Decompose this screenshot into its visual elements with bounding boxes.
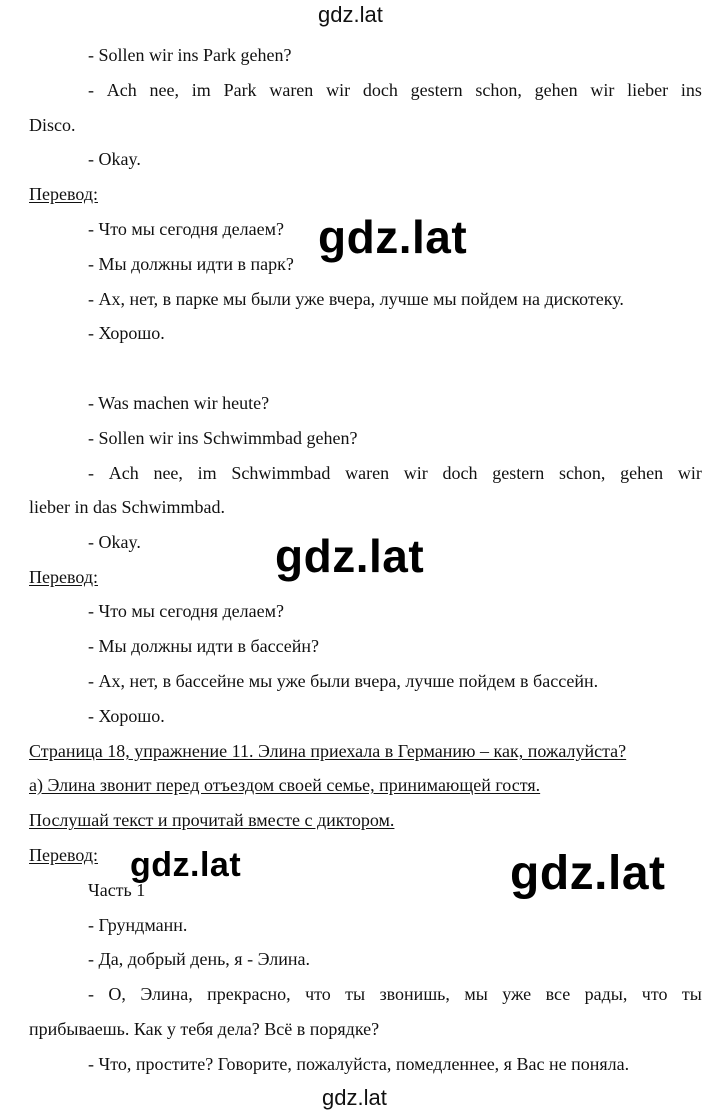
text-line: - Ах, нет, в бассейне мы уже были вчера, лучше пойдем в бассейн. bbox=[88, 671, 599, 691]
word: ins bbox=[680, 80, 702, 100]
text-line-justified bbox=[88, 462, 702, 484]
word: gestern bbox=[492, 463, 545, 483]
text-line: - Sollen wir ins Park gehen? bbox=[88, 45, 292, 65]
word: waren bbox=[345, 463, 390, 483]
watermark-top: gdz.lat bbox=[318, 2, 383, 27]
watermark-large: gdz.lat bbox=[510, 847, 666, 900]
word: gehen bbox=[534, 80, 578, 100]
word: прекрасно, bbox=[207, 984, 291, 1004]
text-line: - Грундманн. bbox=[88, 915, 188, 935]
text-line: - Okay. bbox=[88, 149, 141, 169]
text-line: - Что мы сегодня делаем? bbox=[88, 219, 284, 239]
word: wir bbox=[326, 80, 351, 100]
translation-heading: Перевод: bbox=[29, 567, 98, 587]
word: ты bbox=[345, 984, 366, 1004]
word: doch bbox=[362, 80, 398, 100]
text-line: - Да, добрый день, я - Элина. bbox=[88, 949, 310, 969]
translation-heading: Перевод: bbox=[29, 184, 98, 204]
text-line: - Хорошо. bbox=[88, 323, 165, 343]
word: - bbox=[88, 80, 94, 100]
word: все bbox=[545, 984, 571, 1004]
text-line: - Мы должны идти в парк? bbox=[88, 254, 294, 274]
text-line: Disco. bbox=[29, 115, 76, 135]
word: ты bbox=[681, 984, 702, 1004]
word: gehen bbox=[620, 463, 664, 483]
text-line: - Что мы сегодня делаем? bbox=[88, 601, 284, 621]
word: Ach bbox=[106, 80, 137, 100]
section-heading: а) Элина звонит перед отъездом своей семье, принимающей гостя. bbox=[29, 775, 541, 795]
word: schon, bbox=[558, 463, 606, 483]
text-line: - Мы должны идти в бассейн? bbox=[88, 636, 320, 656]
word: waren bbox=[269, 80, 314, 100]
word: рады, bbox=[584, 984, 628, 1004]
word: что bbox=[305, 984, 331, 1004]
watermark-medium: gdz.lat bbox=[130, 846, 242, 884]
word: lieber bbox=[627, 80, 669, 100]
part-label: Часть 1 bbox=[88, 880, 146, 900]
text-line: - Хорошо. bbox=[88, 706, 165, 726]
word: - bbox=[88, 984, 94, 1004]
word: im bbox=[191, 80, 211, 100]
text-line: - Ах, нет, в парке мы были уже вчера, лучше мы пойдем на дискотеку. bbox=[88, 289, 624, 309]
text-line: прибываешь. Как у тебя дела? Всё в порядке? bbox=[29, 1019, 380, 1039]
word: im bbox=[197, 463, 217, 483]
word: wir bbox=[677, 463, 702, 483]
text-line: - Was machen wir heute? bbox=[88, 393, 270, 413]
word: что bbox=[641, 984, 668, 1004]
word: О, bbox=[108, 984, 126, 1004]
word: звонишь, bbox=[379, 984, 450, 1004]
text-line: - Что, простите? Говорите, пожалуйста, помедленнее, я Вас не поняла. bbox=[88, 1054, 630, 1074]
section-heading: Послушай текст и прочитай вместе с диктором. bbox=[29, 810, 395, 830]
word: schon, bbox=[475, 80, 522, 100]
word: уже bbox=[502, 984, 532, 1004]
text-line: - Sollen wir ins Schwimmbad gehen? bbox=[88, 428, 358, 448]
translation-heading: Перевод: bbox=[29, 845, 98, 865]
watermark-bottom: gdz.lat bbox=[322, 1085, 387, 1110]
word: wir bbox=[403, 463, 428, 483]
word: nee, bbox=[149, 80, 180, 100]
word: Park bbox=[223, 80, 257, 100]
word: wir bbox=[590, 80, 615, 100]
watermark-large: gdz.lat bbox=[318, 211, 468, 263]
word: Ach bbox=[108, 463, 139, 483]
text-line: lieber in das Schwimmbad. bbox=[29, 497, 225, 517]
word: - bbox=[88, 463, 94, 483]
text-line-justified bbox=[88, 983, 702, 1005]
word: nee, bbox=[153, 463, 183, 483]
word: gestern bbox=[410, 80, 463, 100]
text-line-justified bbox=[88, 79, 702, 101]
word: Schwimmbad bbox=[231, 463, 331, 483]
word: мы bbox=[464, 984, 488, 1004]
word: doch bbox=[442, 463, 478, 483]
text-line: - Okay. bbox=[88, 532, 141, 552]
word: Элина, bbox=[140, 984, 193, 1004]
section-heading: Страница 18, упражнение 11. Элина приехала в Германию – как, пожалуйста? bbox=[29, 741, 627, 761]
watermark-large: gdz.lat bbox=[275, 530, 425, 582]
